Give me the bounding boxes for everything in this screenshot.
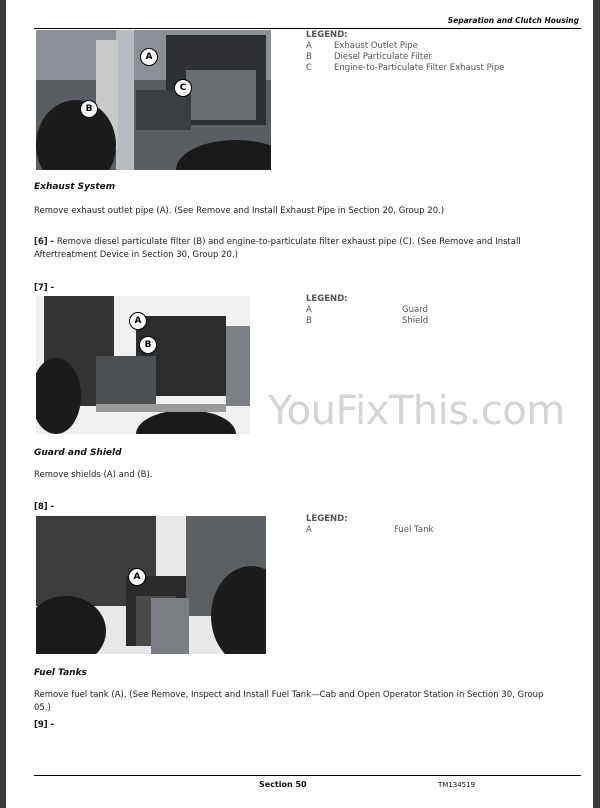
callout-b: B xyxy=(80,100,98,118)
legend-key: A xyxy=(306,305,312,315)
exhaust-system-text: Remove exhaust outlet pipe (A). (See Remove and Install Exhaust Pipe in Section 20, Group 20.) xyxy=(34,206,445,216)
callout-a: A xyxy=(128,568,146,586)
legend-label: Exhaust Outlet Pipe xyxy=(334,41,418,51)
watermark: YouFixThis.com xyxy=(268,388,565,434)
guard-shield-heading: Guard and Shield xyxy=(34,448,122,458)
step-7-number: [7] - xyxy=(34,283,55,293)
figure3-legend xyxy=(306,514,433,536)
step-9-number: [9] - xyxy=(34,720,55,730)
guard-shield-text: Remove shields (A) and (B). xyxy=(34,470,153,480)
legend-key: B xyxy=(306,52,312,62)
legend-key: C xyxy=(306,63,312,73)
footer-rule xyxy=(34,775,581,776)
exhaust-system-heading: Exhaust System xyxy=(34,182,116,192)
fuel-tanks-text: Remove fuel tank (A). (See Remove, Inspect and Install Fuel Tank—Cab and Open Operator Station in Section 30, Group 05.) xyxy=(34,690,544,713)
footer-doc-id: TM134519 xyxy=(438,781,476,789)
legend-label: Guard xyxy=(402,305,428,315)
legend-key: A xyxy=(306,525,312,535)
manual-page xyxy=(6,0,593,808)
legend-label: Diesel Particulate Filter xyxy=(334,52,432,62)
figure1-legend xyxy=(306,30,505,74)
callout-c: C xyxy=(174,79,192,97)
guard-shield-photo xyxy=(36,296,250,434)
fuel-tank-photo xyxy=(36,516,266,654)
header-rule xyxy=(34,28,581,29)
footer-section: Section 50 xyxy=(259,780,307,789)
legend-title: LEGEND: xyxy=(306,294,348,304)
step-8-number: [8] - xyxy=(34,502,55,512)
legend-label: Engine-to-Particulate Filter Exhaust Pipe xyxy=(334,63,505,73)
legend-label: Fuel Tank xyxy=(394,525,434,535)
exhaust-system-photo xyxy=(36,30,271,170)
legend-title: LEGEND: xyxy=(306,30,348,40)
legend-key: A xyxy=(306,41,312,51)
header-title: Separation and Clutch Housing xyxy=(447,16,579,25)
step-text: Remove diesel particulate filter (B) and engine-to-particulate filter exhaust pipe (C). (See Remove and Install Aftertreatment Device in Section 30, Group 20.) xyxy=(34,237,521,260)
legend-title: LEGEND: xyxy=(306,514,348,524)
step-number: [6] - xyxy=(34,237,55,247)
callout-b: B xyxy=(139,336,157,354)
callout-a: A xyxy=(140,48,158,66)
figure2-legend xyxy=(306,294,428,327)
legend-label: Shield xyxy=(402,316,429,326)
fuel-tanks-heading: Fuel Tanks xyxy=(34,668,87,678)
callout-a: A xyxy=(129,312,147,330)
legend-key: B xyxy=(306,316,312,326)
step-6 xyxy=(34,236,554,262)
